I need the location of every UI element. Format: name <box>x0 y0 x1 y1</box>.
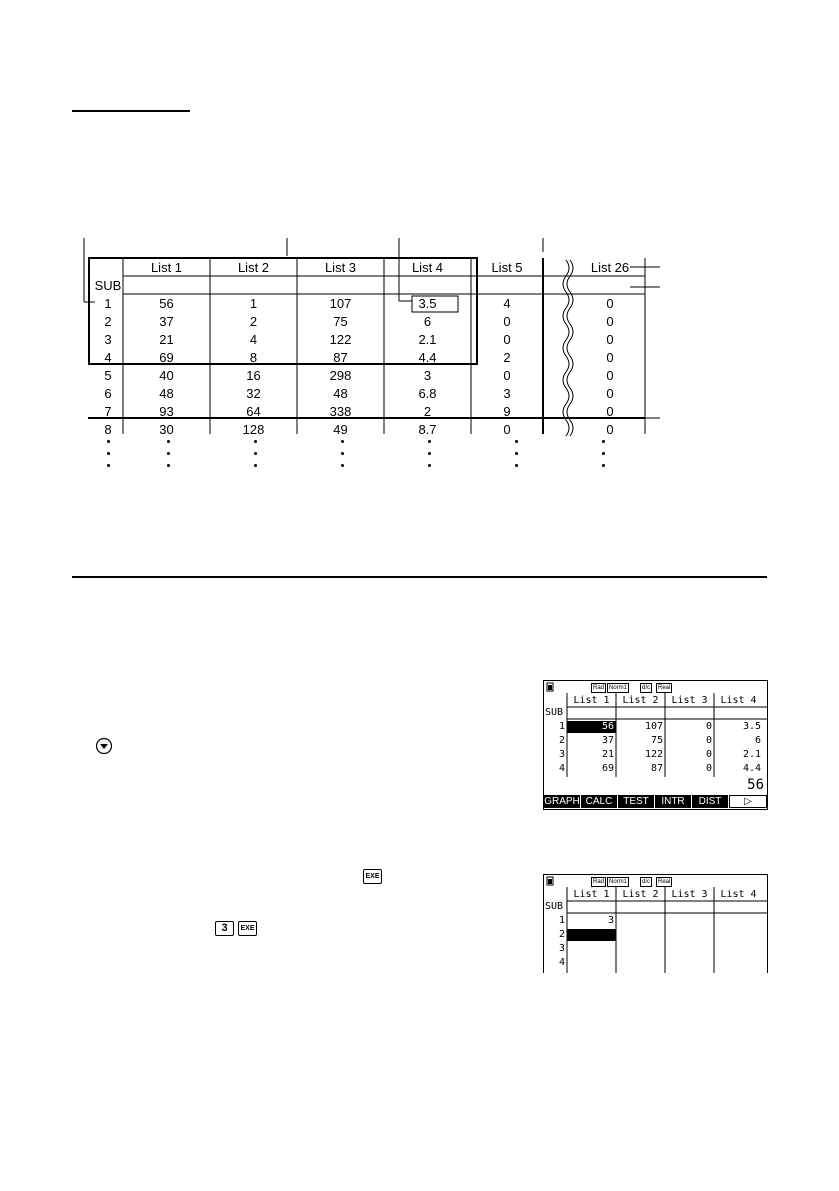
diagram-cell: 87 <box>333 350 348 365</box>
screen-sub-label: SUB <box>545 707 564 718</box>
diagram-cell: 64 <box>246 404 261 419</box>
continuation-dot <box>341 464 344 467</box>
screen-cell: 87 <box>650 763 663 774</box>
diagram-cell: 0 <box>503 332 511 347</box>
fkey-6[interactable]: ▷ <box>729 795 767 808</box>
diagram-cell: 8.7 <box>418 422 437 437</box>
diagram-cell: 3 <box>423 368 432 383</box>
screen-column-header: List 4 <box>720 695 757 706</box>
diagram-cell: 21 <box>159 332 174 347</box>
screen-cell <box>567 943 616 955</box>
status-rad: Rad <box>593 685 605 691</box>
continuation-dot <box>602 452 605 455</box>
diagram-cell: 30 <box>159 422 174 437</box>
screen-cell <box>665 915 714 927</box>
diagram-cell: 0 <box>503 422 511 437</box>
diagram-cell: 3.5 <box>418 296 437 311</box>
diagram-cell: 2 <box>503 350 511 365</box>
screen-column-header: List 3 <box>671 889 708 900</box>
screen-cell <box>714 915 763 927</box>
diagram-row-number: 1 <box>104 296 112 311</box>
status-dc: d/c <box>642 879 651 885</box>
fkey-2[interactable]: CALC <box>581 795 617 808</box>
diagram-cell: 0 <box>606 296 614 311</box>
screen-cell: 69 <box>601 763 614 774</box>
screen-row-number: 2 <box>558 735 565 746</box>
diagram-header-list2: List 2 <box>237 260 270 275</box>
diagram-cell: 8 <box>249 350 258 365</box>
diagram-cell: 0 <box>606 314 614 329</box>
status-real: Real <box>658 685 671 691</box>
screen-row-number: 4 <box>558 957 565 968</box>
list-structure-diagram <box>0 0 839 560</box>
continuation-dot <box>254 464 257 467</box>
diagram-cell: 16 <box>246 368 261 383</box>
diagram-cell: 2 <box>423 404 432 419</box>
diagram-cell: 298 <box>329 368 352 383</box>
diagram-cell: 0 <box>606 368 614 383</box>
screen-row-number: 1 <box>558 721 565 732</box>
diagram-row-number: 3 <box>104 332 112 347</box>
fkey-4[interactable]: INTR <box>655 795 691 808</box>
diagram-cell: 122 <box>329 332 352 347</box>
screen-cell: 3 <box>607 915 614 926</box>
down-arrow-icon <box>95 737 113 755</box>
screen1-entry-line: 56 <box>747 777 764 793</box>
status-real: Real <box>658 879 671 885</box>
continuation-dot <box>107 452 110 455</box>
screen-cell: 75 <box>650 735 663 746</box>
continuation-dot <box>602 440 605 443</box>
screen-cell <box>616 915 665 927</box>
screen-cell <box>714 929 763 941</box>
screen-cell <box>665 957 714 969</box>
diagram-cell: 48 <box>159 386 174 401</box>
screen-column-header: List 2 <box>622 889 659 900</box>
screen-cell <box>665 929 714 941</box>
diagram-cell: 48 <box>333 386 348 401</box>
continuation-dot <box>254 452 257 455</box>
continuation-dot <box>428 440 431 443</box>
continuation-dot <box>428 464 431 467</box>
screen-cell: 0 <box>705 721 712 732</box>
screen-sub-label: SUB <box>545 901 564 912</box>
screen-cell: 0 <box>705 749 712 760</box>
diagram-sub-label: SUB <box>94 278 122 293</box>
continuation-dot <box>341 452 344 455</box>
continuation-dot <box>254 440 257 443</box>
screen-cell <box>714 943 763 955</box>
diagram-cell: 6.8 <box>418 386 437 401</box>
status-norm: Norm1 <box>609 685 628 691</box>
diagram-cell: 93 <box>159 404 174 419</box>
status-dc: d/c <box>642 685 651 691</box>
screen-row-number: 2 <box>558 929 565 940</box>
diagram-cell: 56 <box>159 296 174 311</box>
diagram-cell: 2 <box>249 314 258 329</box>
continuation-dot <box>428 452 431 455</box>
diagram-row-number: 4 <box>104 350 112 365</box>
continuation-dot <box>515 452 518 455</box>
screen-cell <box>616 957 665 969</box>
screen-cell <box>665 943 714 955</box>
diagram-row-number: 8 <box>104 422 112 437</box>
diagram-cell: 75 <box>333 314 348 329</box>
diagram-cell: 0 <box>503 368 511 383</box>
screen-cell: 4.4 <box>742 763 761 774</box>
diagram-cell: 32 <box>246 386 261 401</box>
screen-cell <box>616 929 665 941</box>
diagram-cell: 69 <box>159 350 174 365</box>
diagram-header-list5: List 5 <box>491 260 523 275</box>
diagram-cell: 0 <box>503 314 511 329</box>
continuation-dot <box>602 464 605 467</box>
fkey-1[interactable]: GRAPH <box>544 796 580 807</box>
diagram-cell: 0 <box>606 350 614 365</box>
section-rule-long <box>72 576 767 578</box>
screen-cell: 0 <box>705 735 712 746</box>
diagram-row-number: 6 <box>104 386 112 401</box>
status-rad: Rad <box>593 879 605 885</box>
diagram-cell: 4 <box>249 332 258 347</box>
screen-column-header: List 1 <box>573 695 610 706</box>
diagram-lines <box>0 0 839 560</box>
diagram-cell: 107 <box>329 296 352 311</box>
continuation-dot <box>167 452 170 455</box>
three-key: 3 <box>215 921 234 936</box>
screen-column-header: List 1 <box>573 889 610 900</box>
diagram-cell: 6 <box>423 314 432 329</box>
diagram-cell: 0 <box>606 422 614 437</box>
screen-cell: 21 <box>601 749 614 760</box>
screen-column-header: List 3 <box>671 695 708 706</box>
continuation-dot <box>167 440 170 443</box>
status-norm: Norm1 <box>609 879 628 885</box>
screen-cell: 6 <box>754 735 761 746</box>
diagram-cell: 4 <box>503 296 511 311</box>
screen-cell: 37 <box>601 735 614 746</box>
diagram-cell: 128 <box>242 422 265 437</box>
diagram-cell: 40 <box>159 368 174 383</box>
calculator-screen-2 <box>543 874 768 973</box>
diagram-header-list26: List 26 <box>590 260 630 275</box>
continuation-dot <box>107 464 110 467</box>
diagram-cell: 0 <box>606 404 614 419</box>
screen-cell: 107 <box>644 721 663 732</box>
fkey-5[interactable]: DIST <box>692 795 728 808</box>
diagram-cell: 1 <box>249 296 258 311</box>
diagram-cell: 3 <box>503 386 511 401</box>
screen-row-number: 1 <box>558 915 565 926</box>
continuation-dot <box>515 440 518 443</box>
screen-cell: 2.1 <box>742 749 761 760</box>
screen-cell <box>567 929 616 941</box>
calculator-screen-1 <box>543 680 768 810</box>
function-key-menu <box>544 795 767 809</box>
screen-cell: 0 <box>705 763 712 774</box>
diagram-header-list4: List 4 <box>411 260 444 275</box>
exe-key-2: EXE <box>238 921 257 936</box>
diagram-row-number: 7 <box>104 404 112 419</box>
screen-cell: 3.5 <box>742 721 761 732</box>
diagram-cell: 9 <box>503 404 511 419</box>
screen-column-header: List 2 <box>622 695 659 706</box>
continuation-dot <box>167 464 170 467</box>
fkey-3[interactable]: TEST <box>618 795 654 808</box>
screen-row-number: 3 <box>558 749 565 760</box>
diagram-cell: 0 <box>606 386 614 401</box>
exe-key: EXE <box>363 869 382 884</box>
diagram-row-number: 2 <box>104 314 112 329</box>
screen-cell <box>567 957 616 969</box>
screen-row-number: 4 <box>558 763 565 774</box>
diagram-header-list3: List 3 <box>324 260 357 275</box>
continuation-dot <box>515 464 518 467</box>
diagram-cell: 2.1 <box>418 332 437 347</box>
screen-cell: 56 <box>567 721 616 733</box>
screen-column-header: List 4 <box>720 889 757 900</box>
diagram-cell: 4.4 <box>418 350 437 365</box>
screen-cell <box>714 957 763 969</box>
diagram-cell: 49 <box>333 422 348 437</box>
screen-cell: 122 <box>644 749 663 760</box>
screen-cell <box>616 943 665 955</box>
screen-row-number: 3 <box>558 943 565 954</box>
diagram-cell: 37 <box>159 314 174 329</box>
continuation-dot <box>341 440 344 443</box>
diagram-row-number: 5 <box>104 368 112 383</box>
continuation-dot <box>107 440 110 443</box>
diagram-header-list1: List 1 <box>150 260 183 275</box>
diagram-cell: 338 <box>329 404 352 419</box>
diagram-cell: 0 <box>606 332 614 347</box>
